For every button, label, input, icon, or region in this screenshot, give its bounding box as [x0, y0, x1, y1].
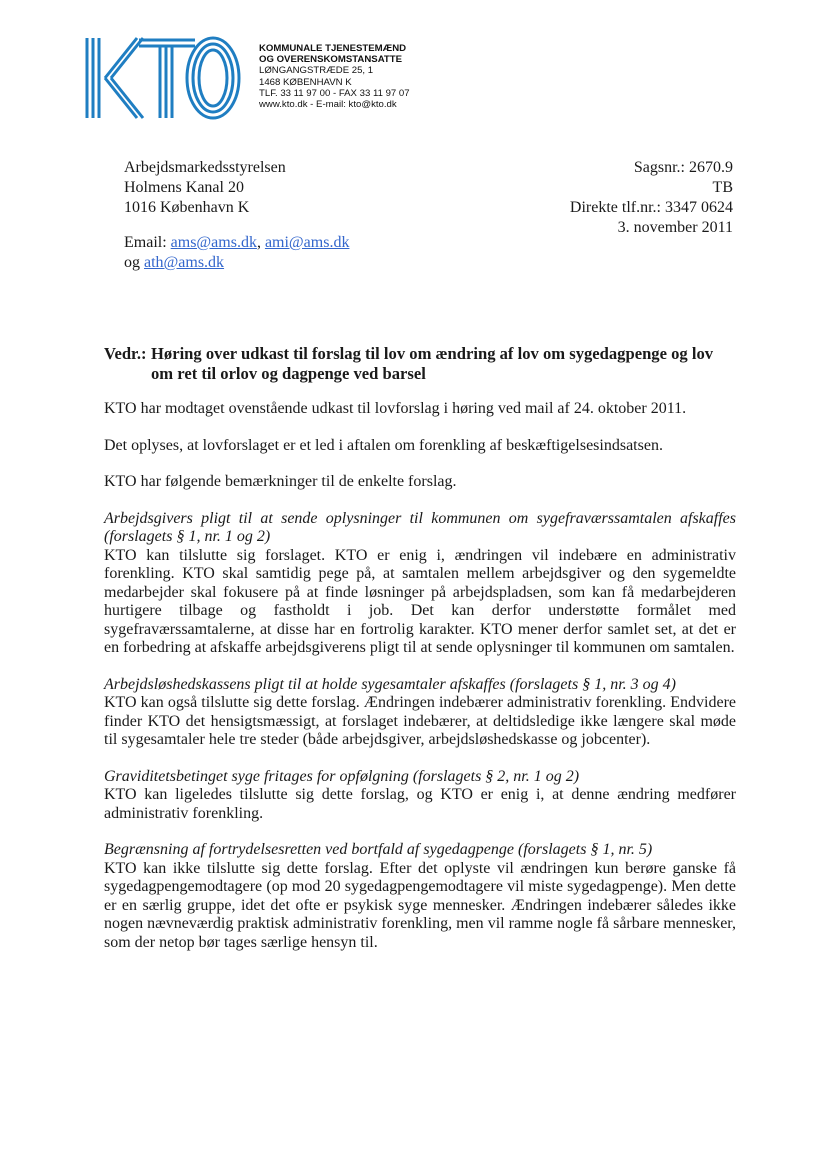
subject-line: [104, 344, 736, 383]
recipient-city: 1016 København K: [124, 199, 250, 216]
email-link-ath[interactable]: ath@ams.dk: [144, 254, 225, 271]
letter-body: [104, 400, 736, 952]
email-link-ami[interactable]: ami@ams.dk: [264, 234, 350, 251]
recipient-street: Holmens Kanal 20: [124, 179, 244, 196]
case-number: Sagsnr.: 2670.9: [633, 159, 733, 176]
email-block: [124, 233, 349, 273]
intro-paragraph-1: KTO har modtaget ovenstående udkast til lovforslag i høring ved mail af 24. oktober 2011.: [104, 400, 687, 417]
intro-paragraph-3: KTO har følgende bemærkninger til de enkelte forslag.: [104, 473, 457, 490]
org-name-line1: KOMMUNALE TJENESTEMÆND: [259, 43, 407, 54]
section-3-text: KTO kan ligeledes tilslutte sig dette forslag, og KTO er enig i, at denne ændring medfører administrativ forenkling.: [104, 786, 736, 822]
initials: TB: [712, 179, 733, 196]
org-address: [259, 43, 410, 110]
email-separator: ,: [256, 234, 265, 251]
section-2-text: KTO kan også tilslutte sig dette forslag. Ændringen indebærer administrativ forenkling. Endvidere finder KTO det hensigtsmæssigt, at forslaget indebærer, at deltidsledige ikke længere skal møde til sygesamtaler hele tre steder (både arbejdsgiver, arbejdsløshedskasse og jobcenter).: [104, 694, 736, 748]
kto-logo: [83, 34, 245, 122]
email-link-ams[interactable]: ams@ams.dk: [170, 234, 257, 251]
section-4-heading: Begrænsning af fortrydelsesretten ved bortfald af sygedagpenge (forslagets § 1, nr. 5): [104, 841, 653, 858]
org-city: 1468 KØBENHAVN K: [259, 76, 352, 88]
section-4-text: KTO kan ikke tilslutte sig dette forslag. Efter det oplyste vil ændringen kun berøre ganske få sygedagpengemodtagere (op mod 20 sygedagpengemodtagere vil miste sygedagpenge). Men dette er en særlig gruppe, idet det ofte er psykisk syge mennesker. Ændringen indebærer således ikke nogen nævneværdig praktisk administrativ forenkling, men vil ramme nogle få sårbare mennesker, som der netop bør tages særlige hensyn til.: [104, 859, 736, 951]
org-street: LØNGANGSTRÆDE 25, 1: [259, 65, 374, 77]
recipient-name: Arbejdsmarkedsstyrelsen: [124, 159, 286, 176]
email-label: Email:: [124, 234, 171, 251]
subject-label: Vedr.:: [104, 344, 147, 363]
letter-date: 3. november 2011: [617, 219, 733, 236]
intro-paragraph-2: Det oplyses, at lovforslaget er et led i aftalen om forenkling af beskæftigelsesindsatsen.: [104, 436, 663, 454]
org-phone: TLF. 33 11 97 00 - FAX 33 11 97 07: [259, 87, 410, 99]
org-name-line2: OG OVERENSKOMSTANSATTE: [259, 54, 403, 66]
subject-text: Høring over udkast til forslag til lov om ændring af lov om sygedagpenge og lov om ret til orlov og dagpenge ved barsel: [151, 344, 714, 383]
section-1-heading: Arbejdsgivers pligt til at sende oplysninger til kommunen om sygefraværssamtalen afskaffes (forslagets § 1, nr. 1 og 2): [104, 509, 736, 545]
case-meta: [570, 158, 733, 238]
section-1-text: KTO kan tilslutte sig forslaget. KTO er enig i, ændringen vil indebære en administrativ forenkling. KTO skal samtidig pege på, at samtalen mellem arbejdsgiver og den sygemeldte medarbejder skal fokusere på at finde løsninger på arbejdspladsen, som kan få medarbejderen hurtigere tilbage og fastholdt i job. Det kan derfor understøtte formålet med sygefraværssamtalerne, at disse har en fortrolig karakter. KTO mener derfor samlet set, at det er en forbedring at afskaffe arbejdsgiverens pligt til at sende oplysninger til kommunen om samtalen.: [104, 546, 736, 656]
org-web: www.kto.dk - E-mail: kto@kto.dk: [259, 99, 397, 111]
section-3-heading: Graviditetsbetinget syge fritages for opfølgning (forslagets § 2, nr. 1 og 2): [104, 767, 580, 785]
recipient-address: [124, 158, 286, 218]
direct-phone: Direkte tlf.nr.: 3347 0624: [569, 199, 733, 216]
section-2-heading: Arbejdsløshedskassens pligt til at holde sygesamtaler afskaffes (forslagets § 1, nr. 3 og 4): [104, 675, 676, 693]
email-og: og: [124, 254, 144, 271]
